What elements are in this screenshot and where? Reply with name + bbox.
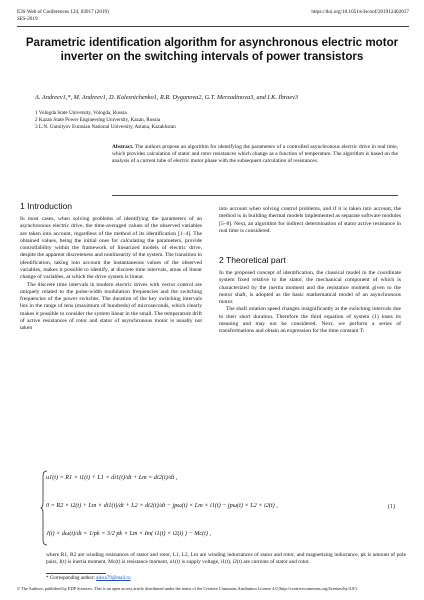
conference-name: SES-2019 [17, 16, 38, 22]
equation-line-3: J(t) × dω(t)/dt × 1/pk = 3/2 pk × Lm × Im( i1(t) × i2(t) ) − Mc(t) , [46, 530, 212, 537]
section-2-heading: 2 Theoretical part [219, 255, 286, 265]
intro-paragraph-2: The discrete time intervals in modern electric drives with vector control are uniquely related to the pulse-width modulation frequencies and the switching frequencies of the power switches. The duration of the key switching intervals lies in the range of tens (maximum of hundreds) of microseconds, which clearly makes it possible to consider the system linear in the small. The temperature drift of active resistances of rotor and stator of asynchronous motor is usually not taken [20, 281, 202, 332]
abstract-text: The authors propose an algorithm for identifying the parameters of a controlled asynchronous electric drive in real time, which provides calculation of stator and rotor resistances which change as a function of temperature. The algorithm is based on the analysis of a current tube of electric motor phase with the subsequent calculation of resistances. [112, 144, 398, 164]
abstract-label: Abstract. [112, 144, 134, 150]
author-list: A. Andreev1,*, M. Andreev1, D. Kolesnichenko1, R.R. Dyganova2, G.T. Merzadinova3, and I.K. Ibraev3 [35, 94, 299, 101]
author-email-link[interactable]: alexa79@mail.ru [96, 576, 131, 581]
intro-paragraph-3: into account when solving control problems, and if it is taken into account, the method is in building thermal models implemented as separate software modules [5–8]. Next, an algorithm for indirect determination of stator active resistance in real time is considered. [219, 206, 401, 234]
intro-paragraph-1: In most cases, when solving problems of identifying the parameters of an asynchronous electric drive, the time-averaged values of the observed variables are taken into account, regardless of the method of its identification [1–4]. The obtained values, being the initial ones for calculating the parameters, provide controllability within the framework of linearized models of electric drive, despite the apparent discreteness and nonlinearity of the system. The transition to identification, taking into account the instantaneous values of the observed variables, makes it possible to identify, at discrete time intervals, areas of linear change of variables, at which the drive system is linear. [20, 216, 202, 281]
footnote-rule [46, 573, 106, 574]
footnote [46, 576, 131, 581]
theory-text [219, 270, 401, 336]
affiliations [35, 110, 395, 130]
section-1-heading: 1 Introduction [20, 201, 73, 211]
variable-definitions: where R1, R2 are winding resistances of stator and rotor, L1, L2, Lm are winding inductances of stator and rotor, and magnetizing inductance, pk is amount of pole pairs, J(t) is inertia moment, Mc(t) is resistance moment, u1(t) is supply voltage, i1(t), i2(t) are currents of stator and rotor. [46, 552, 406, 565]
abstract [112, 144, 398, 165]
left-column [20, 216, 202, 333]
journal-citation: E3S Web of Conferences 124, 02017 (2019) [17, 9, 109, 15]
running-header [17, 9, 409, 23]
affiliation-2: 2 Kazan State Power Engineering University, Kazan, Russia [35, 116, 161, 123]
theory-paragraph-1: In the proposed concept of identification, the classical model in the coordinate system fixed relative to the stator, the mechanical component of which is characterized by the inertia moment and the resistance moment given to the motor shaft, is adopted as the basic mathematical model of an asynchronous motor. [219, 270, 401, 306]
equation-number: (1) [388, 504, 395, 510]
affiliation-1: 1 Vologda State University, Vologda, Russia [35, 110, 127, 116]
footnote-text: * Corresponding author: [46, 576, 95, 581]
abstract-rule [112, 195, 398, 196]
doi-link[interactable]: https://doi.org/10.1051/e3sconf/201912402017 [311, 9, 409, 15]
equation-line-1: u1(t) = R1 × i1(t) + L1 × di1(t)/dt + Lm × di2(t)/dt , [46, 474, 178, 481]
affiliation-3: 3 L.N. Gumilyov Eurasian National University, Astana, Kazakhstan [35, 123, 176, 130]
license-notice: © The Authors, published by EDP Sciences. This is an open access article distributed under the terms of the Creative Commons Attribution License 4.0 (http://creativecommons.org/licenses/by/4.0/). [17, 586, 358, 591]
equation-line-2: 0 = R2 × i2(t) + Lm × di1(t)/dt + L2 × di2(t)/dt − jpω(t) × Lm × i1(t) − jpω(t) × L2 × i2(t) , [46, 502, 278, 509]
paper-title: Parametric identification algorithm for asynchronous electric motor inverter on the switching intervals of power transistors [25, 36, 399, 63]
header-rule [17, 26, 409, 27]
right-column [219, 206, 401, 235]
theory-paragraph-2: The shaft rotation speed changes insignificantly at the switching intervals due to their short duration. Therefore the third equation of system (1) loses its meaning and may not be considered. Next, we perform a series of transformations and obtain an expression for the time constant T: [219, 306, 401, 335]
